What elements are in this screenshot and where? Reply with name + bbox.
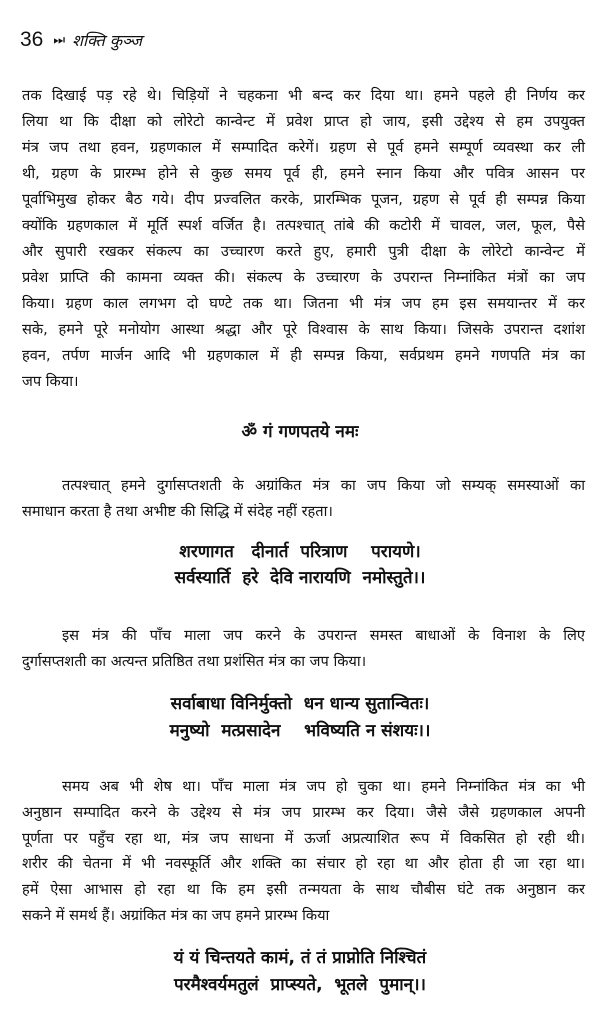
paragraph-line: पूर्वाभिमुख होकर बैठ गये। दीप प्रज्वलित करके, प्रारम्भिक पूजन, ग्रहण से पूर्व ही सम्पन्न किया: [22, 191, 585, 208]
paragraph-line: और सुपारी रखकर संकल्प का उच्चारण करते हुए, हमारी पुत्री दीक्षा के लोरेटो कान्वेन्ट में: [22, 243, 585, 260]
paragraph-line: शरीर की चेतना में भी नवस्फूर्ति और शक्ति का संचार हो रहा था और होता ही जा रहा था।: [22, 855, 585, 873]
paragraph-line: दुर्गासप्तशती का अत्यन्त प्रतिष्ठित तथा प्रशंसित मंत्र का जप किया।: [22, 653, 367, 670]
paragraph-line: तत्पश्चात् हमने दुर्गासप्तशती के अग्रांकित मंत्र का जप किया जो सम्यक् समस्याओं का: [62, 477, 585, 494]
paragraph-line: सके, हमने पूरे मनोयोग आस्था श्रद्धा और पूरे विश्वास के साथ किया। जिसके उपरान्त दशांश: [22, 321, 585, 338]
paragraph-line: अनुष्ठान सम्पादित करने के उद्देश्य से मंत्र जप प्रारम्भ कर दिया। जैसे जैसे ग्रहणकाल अपनी: [22, 803, 585, 821]
paragraph-line: समय अब भी शेष था। पाँच माला मंत्र जप हो चुका था। हमने निम्नांकित मंत्र का भी: [62, 778, 585, 795]
paragraph-line: मंत्र जप तथा हवन, ग्रहणकाल में सम्पादित करेगें। ग्रहण से पूर्व हमने सम्पूर्ण व्यवस्था कर ली: [22, 139, 585, 156]
book-title: शक्ति कुञ्ज: [72, 31, 143, 50]
paragraph-line: थी, ग्रहण के प्रारम्भ होने से कुछ समय पूर्व ही, हमने स्नान किया और पवित्र आसन पर: [22, 165, 585, 182]
mantra-heading: ॐ गं गणपतये नमः: [241, 422, 359, 442]
paragraph-line: हवन, तर्पण मार्जन आदि भी ग्रहणकाल में ही सम्पन्न किया, सर्वप्रथम हमने गणपति मंत्र का: [22, 347, 585, 364]
shloka-line: शरणागत दीनार्त परित्राण परायणे।: [179, 542, 421, 562]
paragraph-line: पूर्णता पर पहुँच रहा था, मंत्र जप साधना में ऊर्जा अप्रत्याशित रूप में विकसित हो रही थी।: [22, 829, 585, 847]
paragraph-line: क्योंकि ग्रहणकाल में मूर्ति स्पर्श वर्जित है। तत्पश्चात् तांबे की कटोरी में चावल, जल, फूल, पैसे: [22, 217, 585, 234]
paragraph-line: जप किया।: [22, 373, 79, 390]
shloka-line: सर्वाबाधा विनिर्मुक्तो धन धान्य सुतान्वितः।: [170, 694, 430, 714]
running-header: [20, 28, 142, 52]
shloka-line: यं यं चिन्तयते कामं, तं तं प्राप्नोति निश्चितं: [173, 948, 427, 968]
shloka-line: परमैश्वर्यमतुलं प्राप्स्यते, भूतले पुमान्।।: [174, 975, 426, 995]
paragraph-line: सकने में समर्थ हैं। अग्रांकित मंत्र का जप हमने प्रारम्भ किया: [22, 907, 330, 924]
paragraph-line: इस मंत्र की पाँच माला जप करने के उपरान्त समस्त बाधाओं के विनाश के लिए: [62, 627, 585, 644]
paragraph-line: किया। ग्रहण काल लगभग दो घण्टे तक था। जितना भी मंत्र जप हम इस समयान्तर में कर: [22, 295, 585, 312]
shloka-line: सर्वस्यार्ति हरे देवि नारायणि नमोस्तुते।।: [174, 568, 426, 588]
shloka-line: मनुष्यो मत्प्रसादेन भविष्यति न संशयः।।: [169, 721, 431, 741]
paragraph-line: समाधान करता है तथा अभीष्ट की सिद्धि में संदेह नहीं रहता।: [22, 503, 333, 520]
paragraph-line: लिया था कि दीक्षा को लोरेटो कान्वेन्ट में प्रवेश प्राप्त हो जाय, इसी उद्देश्य से हम उपयुक्त: [22, 113, 585, 130]
separator-icon: ⏭: [53, 32, 63, 48]
paragraph-line: तक दिखाई पड़ रहे थे। चिड़ियों ने चहकना भी बन्द कर दिया था। हमने पहले ही निर्णय कर: [22, 87, 585, 104]
paragraph-line: हमें ऐसा आभास हो रहा था कि हम इसी तन्मयता के साथ चौबीस घंटे तक अनुष्ठान कर: [22, 881, 585, 899]
paragraph-line: प्रवेश प्राप्ति की कामना व्यक्त की। संकल्प के उच्चारण के उपरान्त निम्नांकित मंत्रों का जप: [22, 269, 585, 286]
page-number: 36: [20, 28, 44, 51]
